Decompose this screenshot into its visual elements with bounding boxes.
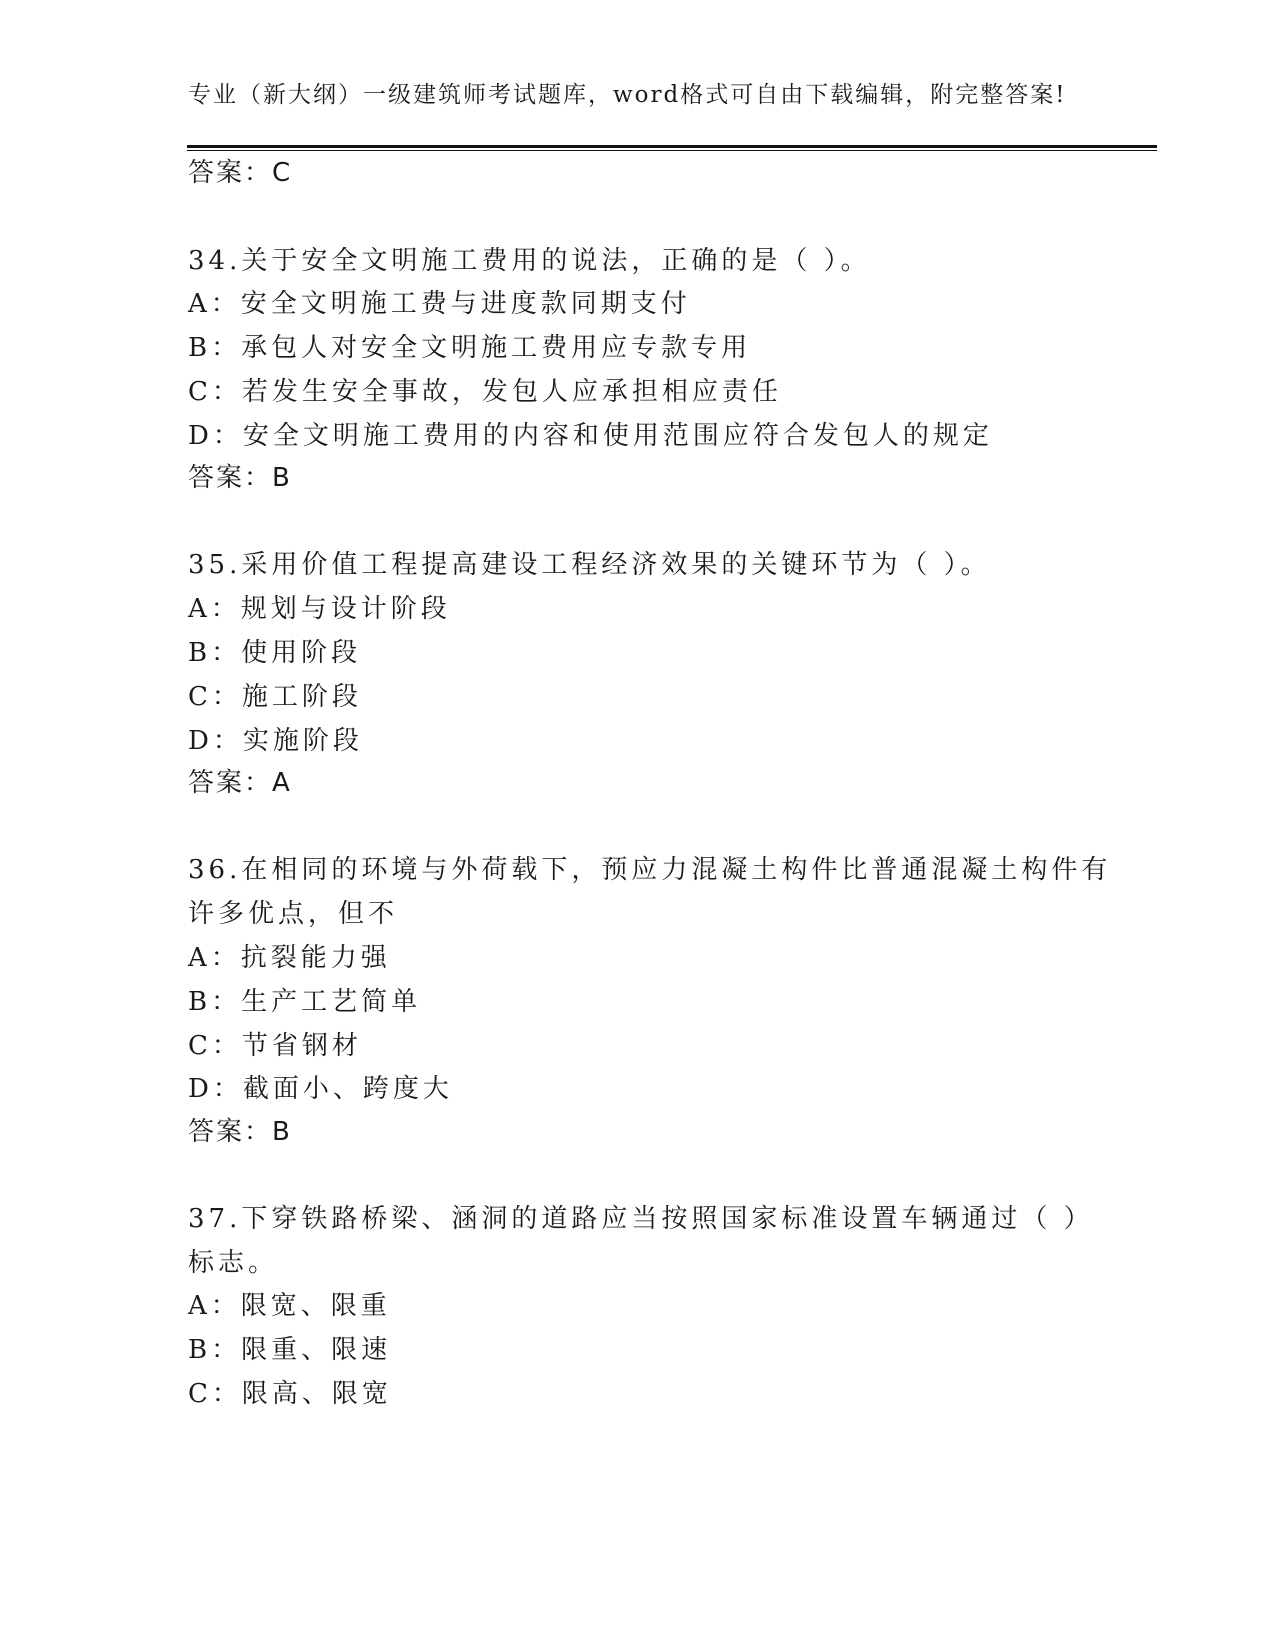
option-d: D：安全文明施工费用的内容和使用范围应符合发包人的规定 — [188, 421, 993, 451]
question-stem: 34.关于安全文明施工费用的说法，正确的是（ ）。 — [188, 246, 871, 276]
header-rule-thin — [187, 150, 1157, 151]
answer-line: 答案：A — [188, 768, 292, 798]
option-c: C：施工阶段 — [188, 682, 362, 712]
option-a: A：规划与设计阶段 — [188, 594, 451, 624]
option-c: C：若发生安全事故，发包人应承担相应责任 — [188, 377, 782, 407]
header-rule-thick — [187, 145, 1157, 148]
question-stem: 36.在相同的环境与外荷载下，预应力混凝土构件比普通混凝土构件有 — [188, 855, 1112, 885]
answer-line: 答案：B — [188, 1117, 292, 1147]
option-b: B：承包人对安全文明施工费用应专款专用 — [188, 333, 752, 363]
option-c: C：限高、限宽 — [188, 1379, 392, 1409]
option-b: B：限重、限速 — [188, 1335, 392, 1365]
page-header: 专业（新大纲）一级建筑师考试题库，word格式可自由下载编辑，附完整答案! — [188, 82, 1067, 108]
option-a: A：抗裂能力强 — [188, 943, 391, 973]
option-d: D：实施阶段 — [188, 726, 363, 756]
question-stem-continued: 许多优点，但不 — [188, 899, 399, 929]
answer-line: 答案：B — [188, 463, 292, 493]
option-d: D：截面小、跨度大 — [188, 1074, 453, 1104]
option-c: C：节省钢材 — [188, 1031, 362, 1061]
question-stem: 37.下穿铁路桥梁、涵洞的道路应当按照国家标准设置车辆通过（ ） — [188, 1204, 1094, 1234]
question-stem-continued: 标志。 — [188, 1248, 279, 1278]
answer-line: 答案：C — [188, 158, 293, 188]
question-stem: 35.采用价值工程提高建设工程经济效果的关键环节为（ ）。 — [188, 550, 991, 580]
option-b: B：生产工艺简单 — [188, 987, 422, 1017]
option-b: B：使用阶段 — [188, 638, 362, 668]
option-a: A：安全文明施工费与进度款同期支付 — [188, 289, 691, 319]
option-a: A：限宽、限重 — [188, 1291, 391, 1321]
